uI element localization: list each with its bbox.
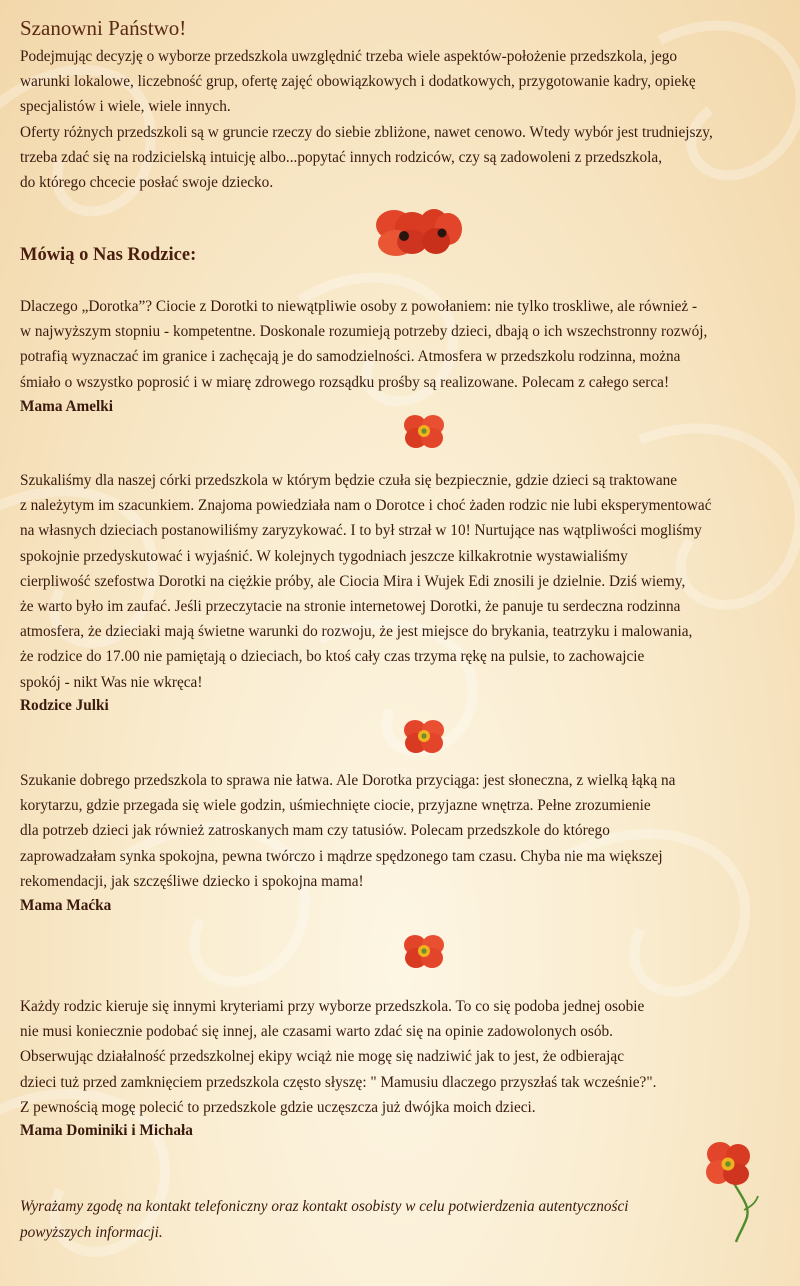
consent-note: Wyrażamy zgodę na kontakt telefoniczny oraz kontakt osobisty w celu potwierdzenia autentyczności powyższych informacji. — [20, 1198, 629, 1241]
testimonial-text: Dlaczego „Dorotka”? Ciocie z Dorotki to niewątpliwie osoby z powołaniem: nie tylko troskliwe, ale również - w najwyższym stopniu - kompetentne. Doskonale rozumieją potrzeby dzieci, dbają o ich wszechstronny rozwój, potrafią wyznaczać im granice i zachęcają je do samodzielności. Atmosfera w przedszkolu rodzinna, można śmiało o wszystko poprosić i w miarę zdrowego rozsądku prośby są realizowane. Polecam z całego serca! — [20, 298, 708, 391]
poppy-stem-icon — [700, 1136, 760, 1244]
poppy-icon — [400, 715, 448, 757]
testimonial-text: Szukaliśmy dla naszej córki przedszkola w którym będzie czuła się bezpiecznie, gdzie dzieci są traktowane z należytym im szacunkiem. Znajoma powiedziała nam o Dorotce i choć żaden rodzic nie lubi eksperymentować na własnych dzieciach postanowiliśmy zaryzykować. I to był strzał w 10! Nurtujące nas wątpliwości mogliśmy spokojnie przedyskutować i wyjaśnić. W kolejnych tygodniach jeszcze kilkakrotnie wystawialiśmy cierpliwość szefostwa Dorotki na ciężkie próby, ale Ciocia Mira i Wujek Edi znosili je dzielnie. Dziś wiemy, że warto było im zaufać. Jeśli przeczytacie na stronie internetowej Dorotki, że panuje tu serdeczna rodzinna atmosfera, że dzieciaki mają świetne warunki do rozwoju, że jest miejsce do brykania, teatrzyku i malowania, że rodzice do 17.00 nie pamiętają o dzieciach, bo ktoś cały czas trzyma rękę na pulsie, to zachowajcie spokój - nikt Was nie wkręca! — [20, 472, 712, 691]
testimonial-text: Szukanie dobrego przedszkola to sprawa nie łatwa. Ale Dorotka przyciąga: jest słoneczna, z wielką łąką na korytarzu, gdzie przegada się wiele godzin, uśmiechnięte ciocie, przyjazne wnętrza. Pełne zrozumienie dla potrzeb dzieci jak również zatroskanych mam czy tatusiów. Polecam przedszkole do którego zaprowadzałam synka spokojna, pewna twórczo i mądrze spędzonego tam czasu. Chyba nie ma większej rekomendacji, jak szczęśliwe dziecko i spokojna mama! — [20, 772, 676, 890]
testimonial-author: Rodzice Julki — [20, 697, 109, 714]
testimonials-title: Mówią o Nas Rodzice: — [20, 245, 197, 265]
intro-paragraph: Podejmując decyzję o wyborze przedszkola uwzględnić trzeba wiele aspektów-położenie przedszkola, jego warunki lokalowe, liczebność grup, ofertę zajęć obowiązkowych i dodatkowych, przygotowanie kadry, opiekę specjalistów i wiele, wiele innych. Oferty różnych przedszkoli są w gruncie rzeczy do siebie zbliżone, nawet cenowo. Wtedy wybór jest trudniejszy, trzeba zdać się na rodzicielską intuicję albo...popytać innych rodziców, czy są zadowoleni z przedszkola, do którego chcecie posłać swoje dziecko. — [20, 48, 713, 192]
poppy-icon — [400, 410, 448, 452]
poppy-pair-icon — [372, 203, 466, 263]
poppy-icon — [400, 930, 448, 972]
testimonial-text: Każdy rodzic kieruje się innymi kryteriami przy wyborze przedszkola. To co się podoba jednej osobie nie musi koniecznie podobać się innej, ale czasami warto zdać się na opinie zadowolonych osób. Obserwując działalność przedszkolnej ekipy wciąż nie mogę się nadziwić jak to jest, że odbierając dzieci tuż przed zamknięciem przedszkola często słyszę: " Mamusiu dlaczego przyszłaś tak wcześnie?". Z pewnością mogę polecić to przedszkole gdzie uczęszcza już dwójka moich dzieci. — [20, 998, 657, 1116]
testimonial-author: Mama Maćka — [20, 897, 112, 914]
greeting-heading: Szanowni Państwo! — [20, 16, 187, 40]
testimonial-author: Mama Dominiki i Michała — [20, 1122, 193, 1139]
testimonial-author: Mama Amelki — [20, 398, 114, 415]
